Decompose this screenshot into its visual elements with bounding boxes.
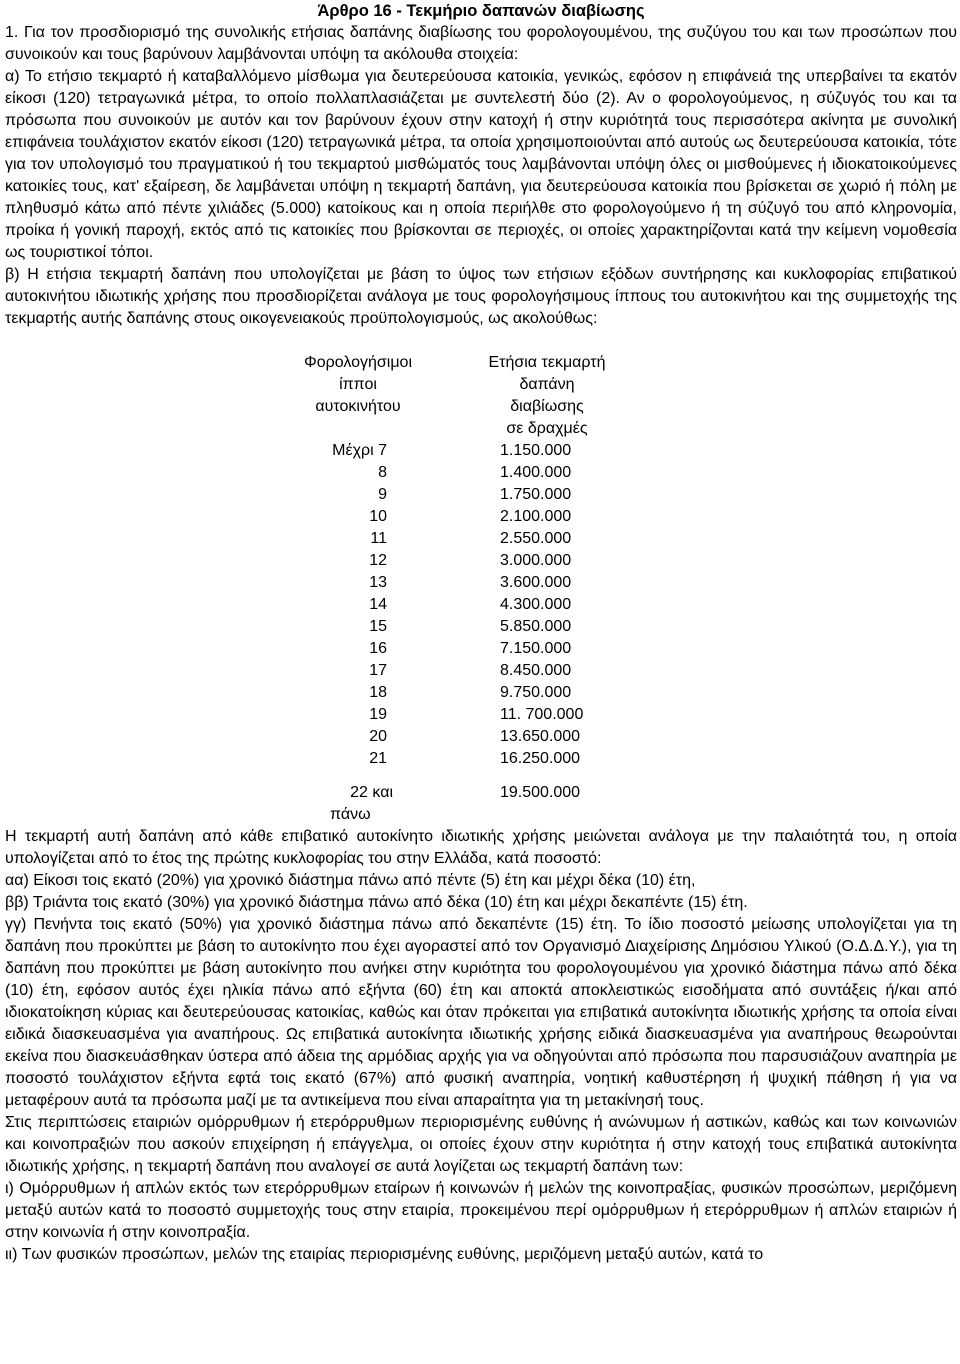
row-horsepower: 12 [369, 552, 387, 569]
row-horsepower: 13 [369, 574, 387, 591]
row-amount: 4.300.000 [500, 596, 572, 613]
table-row [5, 594, 705, 616]
table-row [5, 782, 705, 804]
header-horsepower-line: ίπποι [339, 376, 377, 393]
row-horsepower: 9 [378, 486, 387, 503]
header-expense-line: διαβίωσης [510, 398, 584, 415]
row-horsepower: 20 [369, 728, 387, 745]
table-row [5, 550, 705, 572]
horsepower-expense-table [5, 352, 957, 782]
table-row [5, 704, 705, 726]
companies-item-i: ι) Ομόρρυθμων ή απλών εκτός των ετερόρρυθμων εταίρων ή κοινωνών ή μελών της κοινοπραξίας, φυσικών προσώπων, μεριζόμενη μεταξύ αυτών κατά το ποσοστό συμμετοχής τους στην εταιρία, προκειμένου περί ομόρρυθμων ή ετερόρρυθμων ή απλών εταιριών ή στην κοινωνία ή στην κοινοπραξία. [5, 1180, 957, 1241]
row-amount: 11. 700.000 [500, 706, 584, 723]
table-row [5, 440, 705, 462]
reduction-intro: Η τεκμαρτή αυτή δαπάνη από κάθε επιβατικό αυτοκίνητο ιδιωτικής χρήσης μειώνεται ανάλογα με την παλαιότητά του, η οποία υπολογίζεται από το έτος της πρώτης κυκλοφορίας του στην Ελλάδα, κατά ποσοστό: [5, 828, 957, 867]
row-horsepower: 14 [369, 596, 387, 613]
row-amount: 3.600.000 [500, 574, 572, 591]
row-horsepower: 8 [378, 464, 387, 481]
article-title: Άρθρο 16 - Τεκμήριο δαπανών διαβίωσης [317, 2, 645, 20]
row-amount: 7.150.000 [500, 640, 572, 657]
row-horsepower: 10 [369, 508, 387, 525]
row-amount: 19.500.000 [500, 784, 581, 801]
table-row [5, 748, 705, 770]
reduction-item-bb: ββ) Τριάντα τοις εκατό (30%) για χρονικό διάστημα πάνω από δέκα (10) έτη και μέχρι δεκαπέντε (15) έτη. [5, 894, 748, 911]
table-row [5, 484, 705, 506]
table-row [5, 726, 705, 748]
header-expense-line: Ετήσια τεκμαρτή [488, 354, 606, 371]
row-horsepower: 11 [370, 530, 387, 547]
row-amount: 2.550.000 [500, 530, 572, 547]
header-horsepower-line: Φορολογήσιμοι [303, 354, 412, 371]
row-amount: 13.650.000 [500, 728, 581, 745]
table-row [5, 572, 705, 594]
companies-item-ii: ιι) Των φυσικών προσώπων, μελών της εταιρίας περιορισμένης ευθύνης, μεριζόμενη μεταξύ αυτών, κατά το [5, 1246, 764, 1263]
row-horsepower: 22 και [350, 784, 393, 801]
companies-paragraph: Στις περιπτώσεις εταιριών ομόρρυθμων ή ετερόρρυθμων περιορισμένης ευθύνης ή ανώνυμων ή αστικών, καθώς και των κοινωνιών και κοινοπραξιών που ασκούν επιχείρηση ή επάγγελμα, οι οποίες έχουν στην κυριότητα ή στην κατοχή τους επιβατικά αυτοκίνητα ιδιωτικής χρήσης, η τεκμαρτή δαπάνη που αναλογεί σε αυτά λογίζεται ως τεκμαρτή δαπάνη των: [5, 1114, 957, 1175]
row-amount: 3.000.000 [500, 552, 572, 569]
row-horsepower: 21 [369, 750, 387, 767]
row-amount: 5.850.000 [500, 618, 572, 635]
row-amount: 8.450.000 [500, 662, 572, 679]
document-page [5, 0, 957, 1266]
row-horsepower: 15 [369, 618, 387, 635]
paragraph-b: β) Η ετήσια τεκμαρτή δαπάνη που υπολογίζεται με βάση το ύψος των ετήσιων εξόδων συντήρησης και κυκλοφορίας επιβατικού αυτοκινήτου ιδιωτικής χρήσης που προσδιορίζεται ανάλογα με τους φορολογήσιμους ίππους του αυτοκινήτου και της συμμετοχής της τεκμαρτής αυτής δαπάνης στους οικογενειακούς προϋπολογισμούς, ως ακολούθως: [5, 266, 957, 327]
row-horsepower: Μέχρι 7 [332, 442, 387, 459]
header-expense-line: σε δραχμές [506, 420, 588, 437]
row-horsepower: 19 [369, 706, 387, 723]
header-expense [467, 352, 627, 440]
row-horsepower: 17 [369, 662, 387, 679]
header-horsepower-line: αυτοκινήτου [315, 398, 401, 415]
row-amount: 1.150.000 [500, 442, 572, 459]
row-amount: 16.250.000 [500, 750, 581, 767]
table-row [5, 660, 705, 682]
row-amount: 9.750.000 [500, 684, 572, 701]
table-row [5, 638, 705, 660]
header-expense-line: δαπάνη [519, 376, 575, 393]
row-horsepower: 18 [369, 684, 387, 701]
row-amount: 1.750.000 [500, 486, 572, 503]
intro-paragraph: 1. Για τον προσδιορισμό της συνολικής ετήσιας δαπάνης διαβίωσης του φορολογουμένου, της συζύγου του και των προσώπων που συνοικούν και τους βαρύνουν λαμβάνονται υπόψη τα ακόλουθα στοιχεία: [5, 24, 957, 63]
row-horsepower: 16 [369, 640, 387, 657]
header-horsepower [283, 352, 433, 418]
table-row [5, 528, 705, 550]
row-amount: 2.100.000 [500, 508, 572, 525]
table-last-row-block [5, 782, 957, 826]
paragraph-a: α) Το ετήσιο τεκμαρτό ή καταβαλλόμενο μίσθωμα για δευτερεύουσα κατοικία, γενικώς, εφόσον η επιφάνειά της υπερβαίνει τα εκατόν είκοσι (120) τετραγωνικά μέτρα, το οποίο πολλαπλασιάζεται με συντελεστή δύο (2). Αν ο φορολογούμενος, η σύζυγός του και τα πρόσωπα που συνοικούν με αυτόν και τον βαρύνουν έχουν στην κατοχή ή στην κυριότητά τους περισσότερα ακίνητα με συνολική επιφάνεια τουλάχιστον εκατόν είκοσι (120) τετραγωνικά μέτρα, τα οποία χρησιμοποιούνται από αυτούς ως δευτερεύουσα κατοικία, τότε για τον υπολογισμό του πραγματικού ή του τεκμαρτού μισθώματός τους λαμβάνονται υπόψη όλες οι μισθούμενες ή ιδιοκατοικούμενες κατοικίες τους, κατ' εξαίρεση, δε λαμβάνεται υπόψη η τεκμαρτή δαπάνη, για δευτερεύουσα κατοικία που βρίσκεται σε χωριό ή πόλη με πληθυσμό κάτω από πέντε χιλιάδες (5.000) κατοίκους και η οποία περιήλθε στο φορολογούμενο ή τη σύζυγό του από κληρονομία, προίκα ή γονική παροχή, εκτός από τις κατοικίες που βρίσκονται σε περιοχές, οι οποίες χαρακτηρίζονται κατά την κείμενη νομοθεσία ως τουριστικοί τόποι. [5, 68, 957, 261]
table-row [5, 462, 705, 484]
table-row [5, 682, 705, 704]
reduction-item-gg: γγ) Πενήντα τοις εκατό (50%) για χρονικό διάστημα πάνω από δεκαπέντε (15) έτη. Το ίδιο ποσοστό μείωσης υπολογίζεται για τη δαπάνη που προκύπτει με βάση το αυτοκίνητο που έχει αγοραστεί από τον Οργανισμό Διαχείρισης Δημόσιου Υλικού (Ο.Δ.Δ.Υ.), για τη δαπάνη που προκύπτει με βάση αυτοκίνητο που ανήκει στην κυριότητα του φορολογουμένου για χρονικό διάστημα πάνω από δέκα (10) έτη, εφόσον αυτός έχει ηλικία πάνω από εξήντα (60) έτη και αποκτά αποκλειστικώς εισοδήματα από συντάξεις ή/και από ιδιοκατοίκηση κύριας και δευτερεύουσας κατοικίας, καθώς και όταν πρόκειται για επιβατικά αυτοκίνητα ιδιωτικής χρήσης τα οποία είναι ειδικά διασκευασμένα για αναπήρους. Ως επιβατικά αυτοκίνητα ιδιωτικής χρήσης ειδικά διασκευασμένα για αναπήρους θεωρούνται εκείνα που διασκευάσθηκαν ύστερα από άδεια της αρμόδιας αρχής για να οδηγούνται από πρόσωπα που παρσυσιάζουν αναπηρία με ποσοστό τουλάχιστον εξήντα εφτά τοις εκατό (67%) από φυσική αναπηρία, νοητική καθυστέρηση ή ψυχική πάθηση ή για να μεταφέρουν αυτά τα πρόσωπα μαζί με τα αντικείμενα που είναι απαραίτητα για τη μετακίνησή τους. [5, 916, 957, 1109]
table-row [5, 616, 705, 638]
reduction-item-aa: αα) Είκοσι τοις εκατό (20%) για χρονικό διάστημα πάνω από πέντε (5) έτη και μέχρι δέκα (10) έτη, [5, 872, 696, 889]
row-amount: 1.400.000 [500, 464, 572, 481]
table-row [5, 506, 705, 528]
row-horsepower-continuation: πάνω [330, 806, 371, 823]
